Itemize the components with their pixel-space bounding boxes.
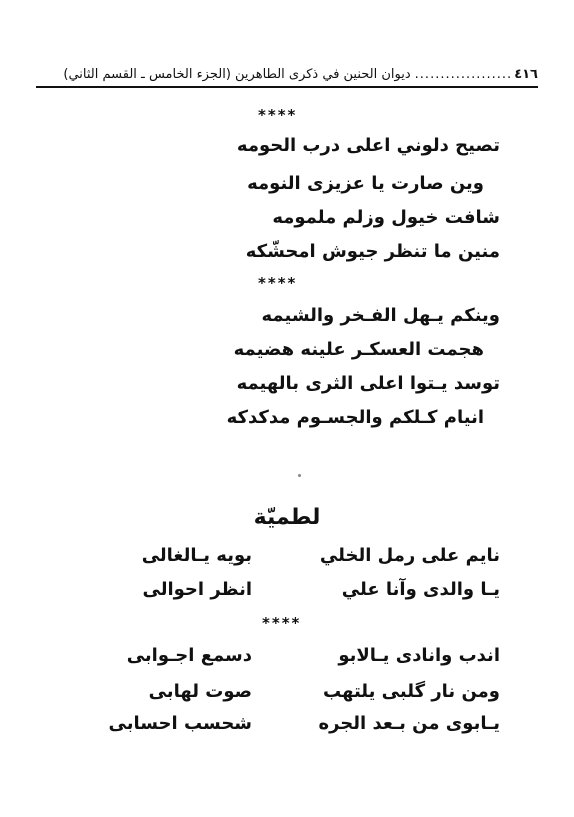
couplet-right: اندب وانادى يـالابو — [338, 645, 500, 666]
verse-line: توسد يـتوا اعلى الثرى بالهيمه — [236, 373, 500, 394]
couplet-right: نايم على رمل الخلي — [319, 545, 500, 566]
stanza-separator: **** — [262, 614, 302, 632]
verse-line: هجمت العسكـر علينه هضيمه — [233, 339, 484, 360]
verse-line: تصيح دلوني اعلى درب الحومه — [236, 135, 500, 156]
stanza-separator: **** — [258, 106, 298, 124]
running-header — [36, 58, 538, 82]
couplet-left: دسمع اجـوابى — [126, 645, 252, 666]
verse-line: شافت خيول وزلم ملمومه — [272, 207, 500, 228]
couplet-right: يـابوى من بـعد الجره — [318, 713, 500, 734]
page-number: ٤١٦ — [514, 67, 538, 82]
couplet-left: بويه يـالغالى — [141, 545, 252, 566]
verse-line: منين ما تنظر جيوش امحشّكه — [245, 241, 500, 262]
couplet-right: ومن نار گلبى يلتهب — [323, 681, 500, 702]
couplet-left: انظر احوالى — [142, 579, 252, 600]
couplet-left: شحسب احسابى — [108, 713, 252, 734]
stanza-separator: **** — [258, 274, 298, 292]
stray-dot — [298, 474, 301, 477]
header-title: ديوان الحنين في ذكرى الطاهرين (الجزء الخامس ـ القسم الثاني) — [63, 67, 411, 82]
couplet-left: صوت لهابى — [148, 681, 252, 702]
couplet-right: يـا والدى وآنا علي — [341, 579, 500, 600]
verse-line: وينكم يـهل الفـخر والشيمه — [261, 305, 500, 326]
header-rule — [36, 86, 538, 88]
verse-line: وين صارت يا عزيزى النومه — [247, 173, 484, 194]
section-title: لطميّة — [253, 505, 321, 530]
header-leader-dots: ................... — [414, 67, 513, 82]
verse-line: انيام كـلكم والجسـوم مدكدكه — [226, 407, 484, 428]
